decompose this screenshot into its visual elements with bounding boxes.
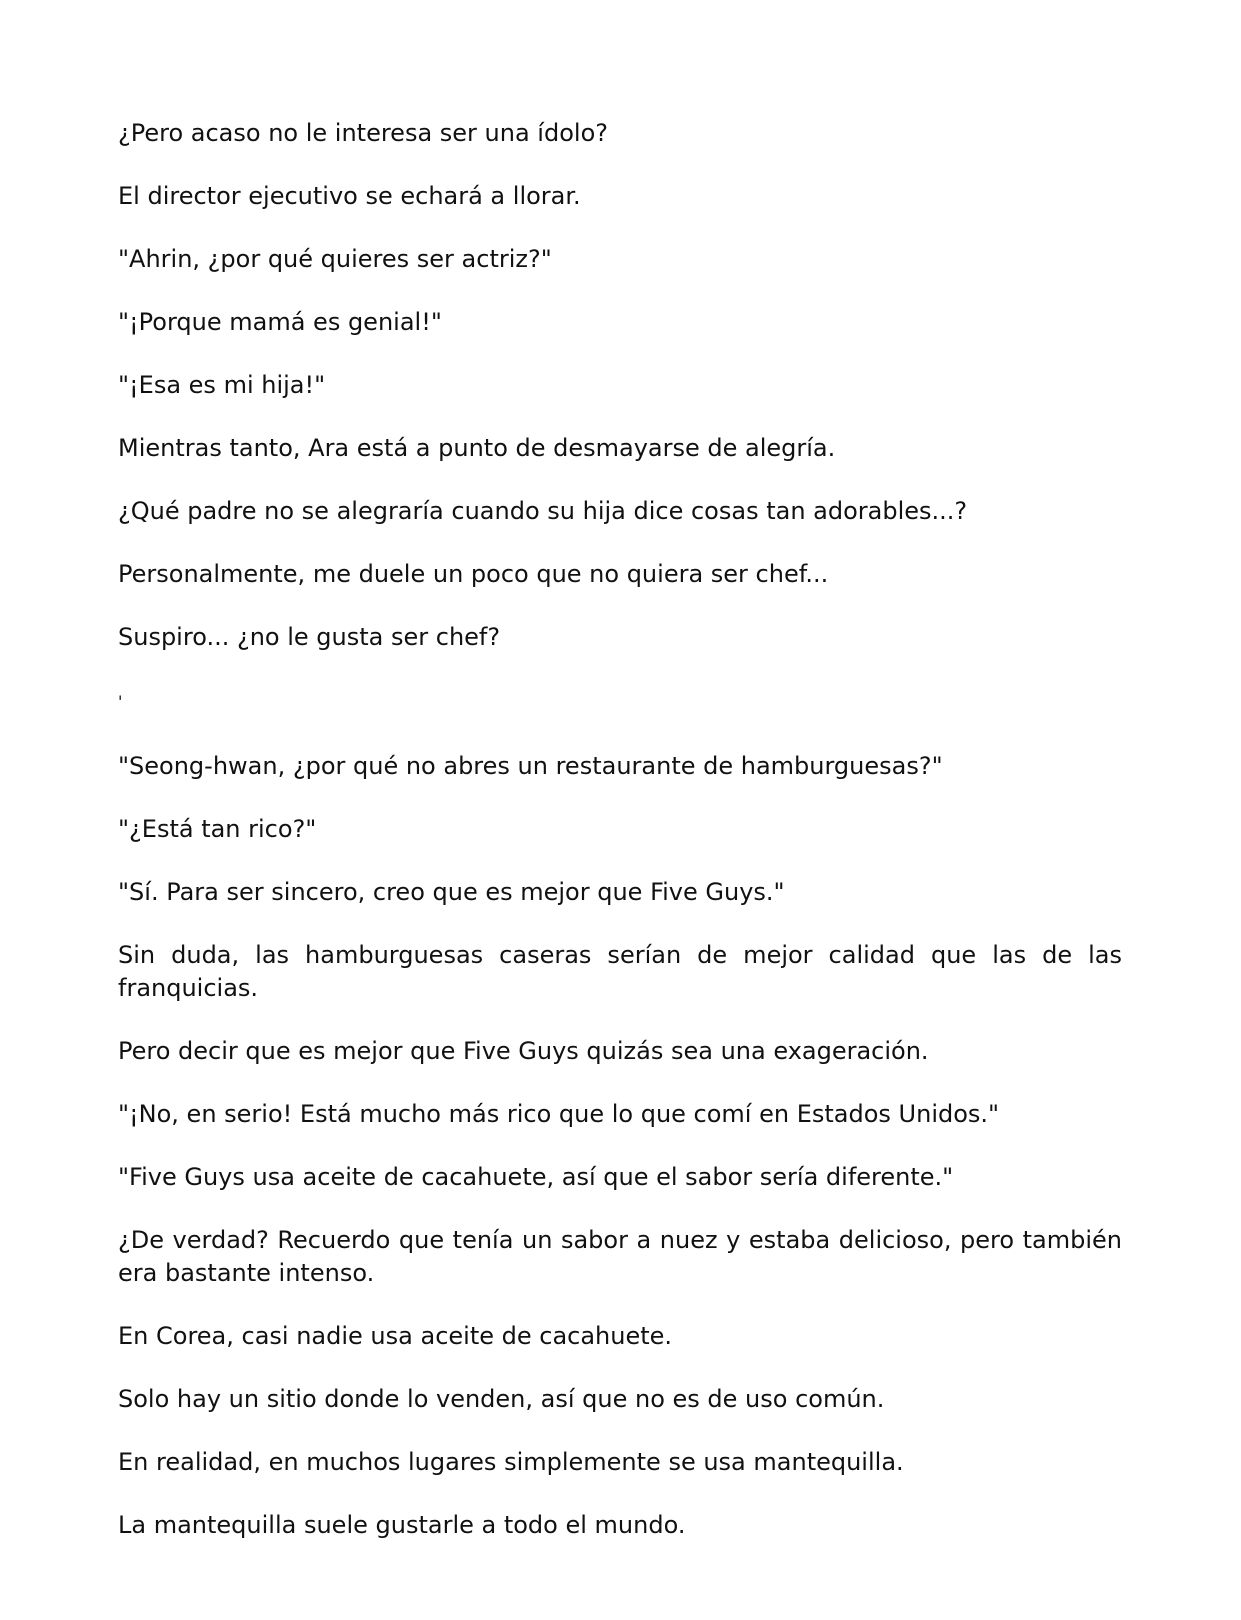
paragraph-6: Mientras tanto, Ara está a punto de desmayarse de alegría. — [118, 434, 836, 462]
paragraph-17: ¿De verdad? Recuerdo que tenía un sabor a nuez y estaba delicioso, pero también era bastante intenso. — [118, 1226, 1122, 1287]
paragraph-19: Solo hay un sitio donde lo venden, así que no es de uso común. — [118, 1385, 885, 1413]
paragraph-4: "¡Porque mamá es genial!" — [118, 308, 442, 336]
paragraph-2: El director ejecutivo se echará a llorar. — [118, 182, 581, 210]
paragraph-10: "Seong-hwan, ¿por qué no abres un restaurante de hamburguesas?" — [118, 752, 943, 780]
paragraph-11: "¿Está tan rico?" — [118, 815, 317, 843]
paragraph-1: ¿Pero acaso no le interesa ser una ídolo? — [118, 119, 608, 147]
paragraph-14: Pero decir que es mejor que Five Guys quizás sea una exageración. — [118, 1037, 929, 1065]
paragraph-13: Sin duda, las hamburguesas caseras serían de mejor calidad que las de las franquicias. — [118, 941, 1122, 1002]
paragraph-12: "Sí. Para ser sincero, creo que es mejor que Five Guys." — [118, 878, 785, 906]
paragraph-7: ¿Qué padre no se alegraría cuando su hija dice cosas tan adorables...? — [118, 497, 968, 525]
paragraph-21: La mantequilla suele gustarle a todo el mundo. — [118, 1511, 686, 1539]
paragraph-16: "Five Guys usa aceite de cacahuete, así que el sabor sería diferente." — [118, 1163, 954, 1191]
paragraph-3: "Ahrin, ¿por qué quieres ser actriz?" — [118, 245, 552, 273]
paragraph-20: En realidad, en muchos lugares simplemente se usa mantequilla. — [118, 1448, 904, 1476]
stray-mark: ' — [118, 692, 123, 711]
paragraph-15: "¡No, en serio! Está mucho más rico que lo que comí en Estados Unidos." — [118, 1100, 1000, 1128]
paragraph-5: "¡Esa es mi hija!" — [118, 371, 326, 399]
paragraph-18: En Corea, casi nadie usa aceite de cacahuete. — [118, 1322, 673, 1350]
paragraph-8: Personalmente, me duele un poco que no quiera ser chef... — [118, 560, 829, 588]
paragraph-9: Suspiro... ¿no le gusta ser chef? — [118, 623, 501, 651]
